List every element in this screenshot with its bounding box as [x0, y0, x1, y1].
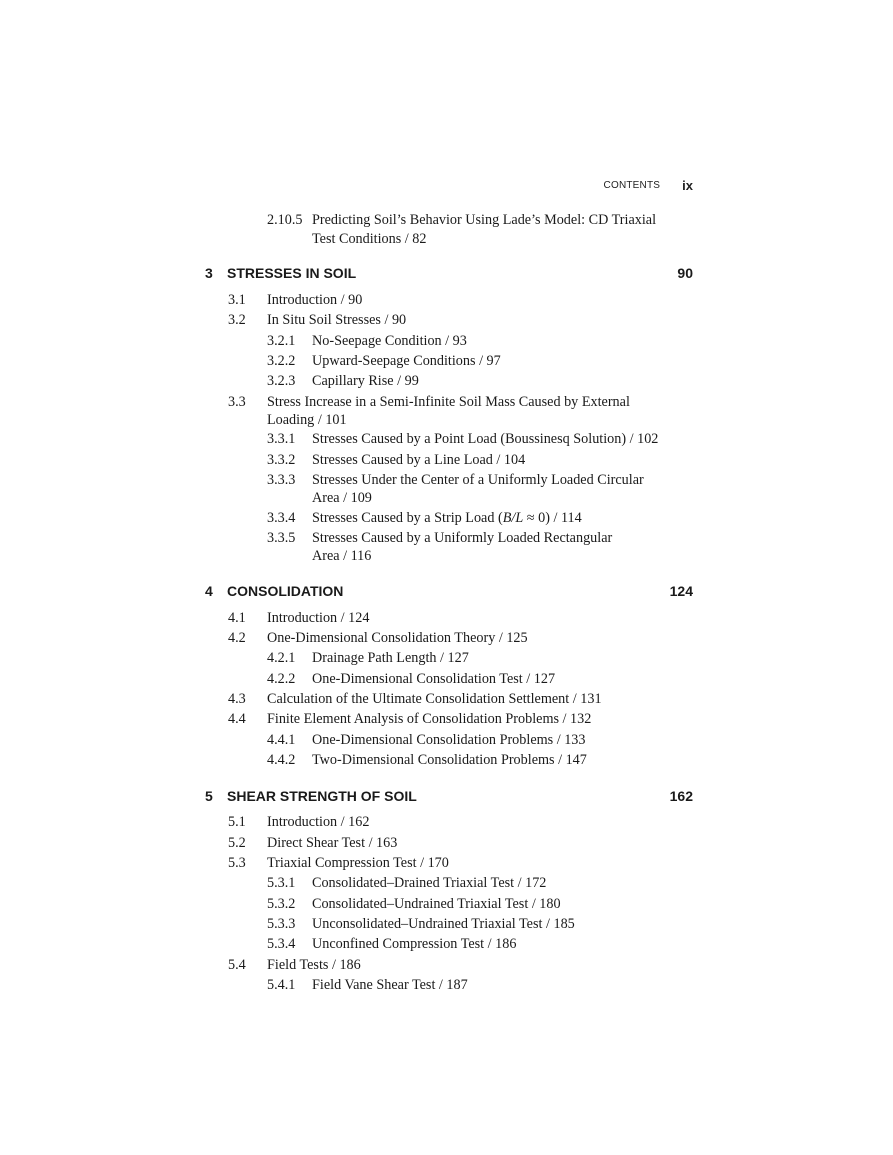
- entry-number: 4.4: [228, 711, 246, 727]
- chapter-page: 90: [677, 265, 693, 281]
- entry-title: Introduction / 90: [267, 292, 363, 308]
- entry-number: 3.3.1: [267, 431, 296, 447]
- entry-number: 3.2.3: [267, 373, 296, 389]
- entry-number: 5.3.2: [267, 896, 296, 912]
- entry-title: Consolidated–Drained Triaxial Test / 172: [312, 875, 547, 891]
- entry-number: 4.4.1: [267, 732, 296, 748]
- entry-title: Stresses Caused by a Line Load / 104: [312, 452, 526, 468]
- entry-title: [312, 509, 582, 527]
- chapter-number: 3: [205, 265, 213, 281]
- entry-number: 4.4.2: [267, 752, 296, 768]
- running-header: [0, 178, 693, 193]
- entry-title: Field Tests / 186: [267, 957, 361, 973]
- entry-title: Upward-Seepage Conditions / 97: [312, 353, 501, 369]
- entry-title: Consolidated–Undrained Triaxial Test / 180: [312, 896, 561, 912]
- chapter-page: 162: [669, 788, 693, 804]
- entry-title: One-Dimensional Consolidation Theory / 125: [267, 630, 528, 646]
- chapter-page: 124: [669, 583, 693, 599]
- entry-number: 5.3.4: [267, 936, 296, 952]
- entry-number: 3.3.5: [267, 530, 296, 546]
- chapter-title: STRESSES IN SOIL: [227, 265, 357, 281]
- entry-number: 5.1: [228, 814, 246, 830]
- entry-title: In Situ Soil Stresses / 90: [267, 312, 407, 328]
- entry-title: Unconsolidated–Undrained Triaxial Test / 185: [312, 916, 575, 932]
- entry-title: Stress Increase in a Semi-Infinite Soil Mass Caused by External: [267, 394, 630, 410]
- entry-number: 4.2: [228, 630, 246, 646]
- entry-title: Calculation of the Ultimate Consolidation Settlement / 131: [267, 691, 602, 707]
- entry-title: Triaxial Compression Test / 170: [267, 855, 449, 871]
- entry-title: Two-Dimensional Consolidation Problems / 147: [312, 752, 587, 768]
- entry-title-cont: Loading / 101: [267, 412, 347, 428]
- entry-number: 3.3.3: [267, 472, 296, 488]
- entry-number: 3.1: [228, 292, 246, 308]
- entry-title: Stresses Under the Center of a Uniformly Loaded Circular: [312, 472, 644, 488]
- entry-number: 5.3.3: [267, 916, 296, 932]
- entry-number: 3.3.4: [267, 510, 296, 526]
- entry-title: Unconfined Compression Test / 186: [312, 936, 517, 952]
- entry-title: Stresses Caused by a Uniformly Loaded Rectangular: [312, 530, 613, 546]
- entry-number: 4.1: [228, 610, 246, 626]
- entry-number: 5.2: [228, 835, 246, 851]
- chapter-title: CONSOLIDATION: [227, 583, 344, 599]
- entry-number: 5.4: [228, 957, 246, 973]
- entry-title: Finite Element Analysis of Consolidation Problems / 132: [267, 711, 592, 727]
- entry-number: 4.3: [228, 691, 246, 707]
- running-header-label: CONTENTS: [603, 180, 661, 191]
- entry-number: 3.2: [228, 312, 246, 328]
- entry-number: 4.2.2: [267, 671, 296, 687]
- entry-number: 2.10.5: [267, 212, 303, 228]
- chapter-title: SHEAR STRENGTH OF SOIL: [227, 788, 417, 804]
- chapter-number: 5: [205, 788, 213, 804]
- entry-title-cont: Test Conditions / 82: [312, 231, 427, 247]
- entry-number: 3.2.1: [267, 333, 296, 349]
- page-number: ix: [682, 178, 693, 193]
- entry-number: 3.3: [228, 394, 246, 410]
- entry-title: Direct Shear Test / 163: [267, 835, 398, 851]
- entry-title: One-Dimensional Consolidation Test / 127: [312, 671, 556, 687]
- entry-title: Introduction / 124: [267, 610, 370, 626]
- entry-title-cont: Area / 109: [312, 490, 372, 506]
- entry-number: 3.2.2: [267, 353, 296, 369]
- entry-title: Field Vane Shear Test / 187: [312, 977, 468, 993]
- entry-number: 5.3.1: [267, 875, 296, 891]
- entry-title: Drainage Path Length / 127: [312, 650, 469, 666]
- entry-number: 4.2.1: [267, 650, 296, 666]
- entry-title: Predicting Soil’s Behavior Using Lade’s Model: CD Triaxial: [312, 212, 657, 228]
- entry-number: 5.4.1: [267, 977, 296, 993]
- entry-title-start: Stresses Caused by a Strip Load (: [312, 510, 503, 526]
- entry-number: 5.3: [228, 855, 246, 871]
- entry-number: 3.3.2: [267, 452, 296, 468]
- entry-title: Introduction / 162: [267, 814, 370, 830]
- entry-title: Stresses Caused by a Point Load (Boussinesq Solution) / 102: [312, 431, 659, 447]
- entry-title: One-Dimensional Consolidation Problems / 133: [312, 732, 586, 748]
- entry-title: No-Seepage Condition / 93: [312, 333, 467, 349]
- entry-title-cont: Area / 116: [312, 548, 372, 564]
- ratio-math: B/L: [502, 510, 524, 526]
- chapter-number: 4: [205, 583, 213, 599]
- entry-title: Capillary Rise / 99: [312, 373, 419, 389]
- entry-title-end: ≈ 0) / 114: [523, 510, 582, 526]
